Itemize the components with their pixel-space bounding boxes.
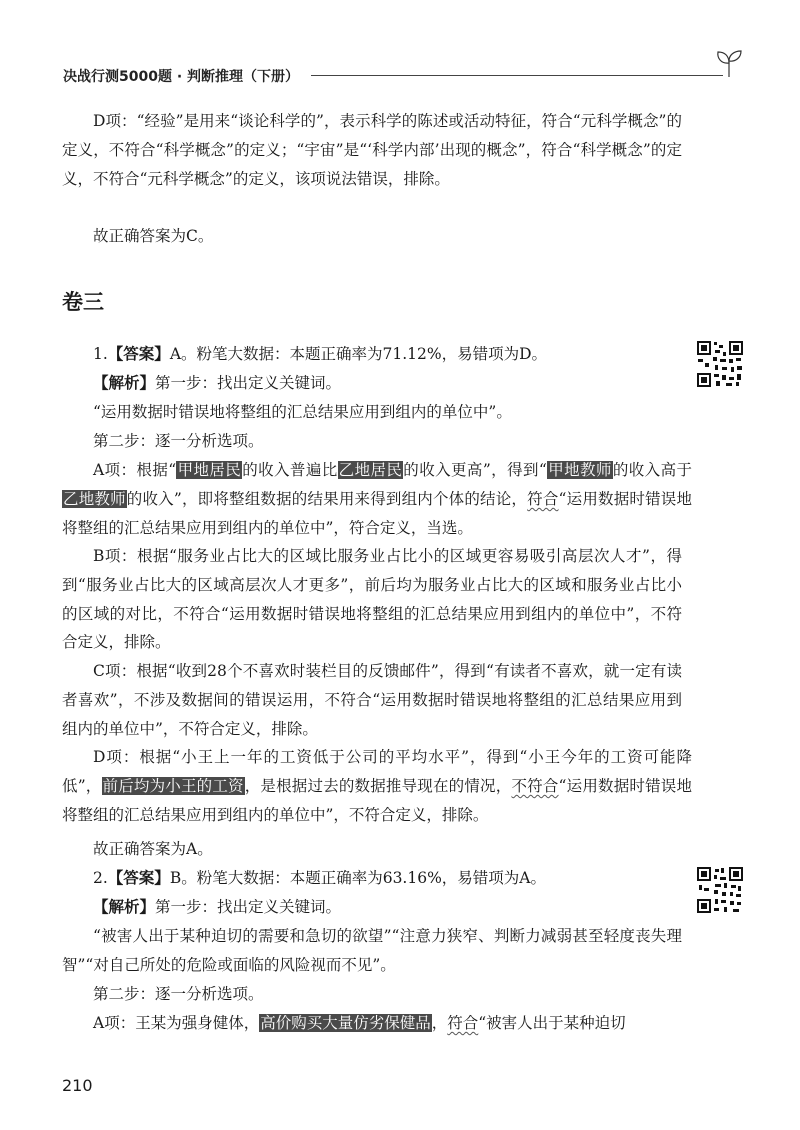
wavy-underline: 不符合 <box>511 776 559 795</box>
answer-tag: 【答案】 <box>107 869 170 887</box>
q2-answer <box>62 864 682 893</box>
running-header <box>63 66 743 86</box>
q2-keyword: “被害人出于某种迫切的需要和急切的欲望”“注意力狭窄、判断力减弱甚至轻度丧失理智”“对自己所处的危险或面临的风险视而不见”。 <box>62 927 682 974</box>
q1-answer <box>62 340 682 369</box>
analysis-tag: 【解析】 <box>93 898 156 916</box>
q1-conclusion: 故正确答案为A。 <box>93 840 213 858</box>
qr-code-icon <box>696 340 744 388</box>
page-number: 210 <box>62 1076 93 1095</box>
wavy-underline: 符合 <box>447 1014 479 1032</box>
q1-option-d: D项：根据“小王上一年的工资低于公司的平均水平”，得到“小王今年的工资可能降低”，前后均为小王的工资，是根据过去的数据推导现在的情况，不符合“运用数据时错误地将整组的汇总结果应用到组内的单位中”，不符合定义，排除。 <box>62 748 692 824</box>
header-rule <box>311 75 723 76</box>
q1-option-b: B项：根据“服务业占比大的区域比服务业占比小的区域更容易吸引高层次人才”，得到“服务业占比大的区域高层次人才更多”，前后均为服务业占比大的区域和服务业占比小的区域的对比，不符合“运用数据时错误地将整组的汇总结果应用到组内的单位中”，不符合定义，排除。 <box>62 547 682 652</box>
q1-option-c: C项：根据“收到28个不喜欢时装栏目的反馈邮件”，得到“有读者不喜欢，就一定有读者喜欢”，不涉及数据间的错误运用，不符合“运用数据时错误地将整组的汇总结果应用到组内的单位中”，不符合定义，排除。 <box>62 662 682 738</box>
analysis-tag: 【解析】 <box>93 374 156 392</box>
qr-code-icon <box>696 866 744 914</box>
highlight: 前后均为小王的工资 <box>102 776 244 795</box>
q1-number: 1. <box>93 345 108 363</box>
highlight: 乙地教师 <box>63 489 126 508</box>
highlight: 高价购买大量仿劣保健品 <box>260 1014 431 1032</box>
prev-option-d: D项：“经验”是用来“谈论科学的”，表示科学的陈述或活动特征，符合“元科学概念”的定义，不符合“科学概念”的定义；“宇宙”是“‘科学内部’出现的概念”，符合“科学概念”的定义，不符合“元科学概念”的定义，该项说法错误，排除。 <box>62 112 682 188</box>
q2-analysis-step1: 【解析】第一步：找出定义关键词。 <box>93 898 342 916</box>
sprout-icon <box>715 48 743 78</box>
answer-tag: 【答案】 <box>107 345 170 363</box>
section-title: 卷三 <box>62 290 104 314</box>
highlight: 甲地居民 <box>177 461 242 479</box>
q1-answer-text: A。粉笔大数据：本题正确率为71.12%，易错项为D。 <box>169 345 548 363</box>
q1-option-a: A项：根据“甲地居民的收入普遍比乙地居民的收入更高”，得到“甲地教师的收入高于乙地教师的收入”，即将整组数据的结果用来得到组内个体的结论，符合“运用数据时错误地将整组的汇总结果应用到组内的单位中”，符合定义，当选。 <box>62 461 692 537</box>
prev-conclusion: 故正确答案为C。 <box>93 227 214 245</box>
q2-option-a: A项：王某为强身健体，高价购买大量仿劣保健品，符合“被害人出于某种迫切 <box>93 1014 626 1032</box>
highlight: 甲地教师 <box>547 461 612 479</box>
q2-answer-text: B。粉笔大数据：本题正确率为63.16%，易错项为A。 <box>169 869 546 887</box>
q2-step2: 第二步：逐一分析选项。 <box>93 985 264 1003</box>
q1-analysis-step1: 【解析】第一步：找出定义关键词。 <box>93 374 342 392</box>
wavy-underline: 符合 <box>527 489 559 508</box>
q1-step2: 第二步：逐一分析选项。 <box>93 432 264 450</box>
highlight: 乙地居民 <box>338 461 403 479</box>
book-title: 决战行测5000题 · 判断推理（下册） <box>63 69 300 85</box>
q1-keyword: “运用数据时错误地将整组的汇总结果应用到组内的单位中”。 <box>93 403 512 421</box>
q2-number: 2. <box>93 869 108 887</box>
